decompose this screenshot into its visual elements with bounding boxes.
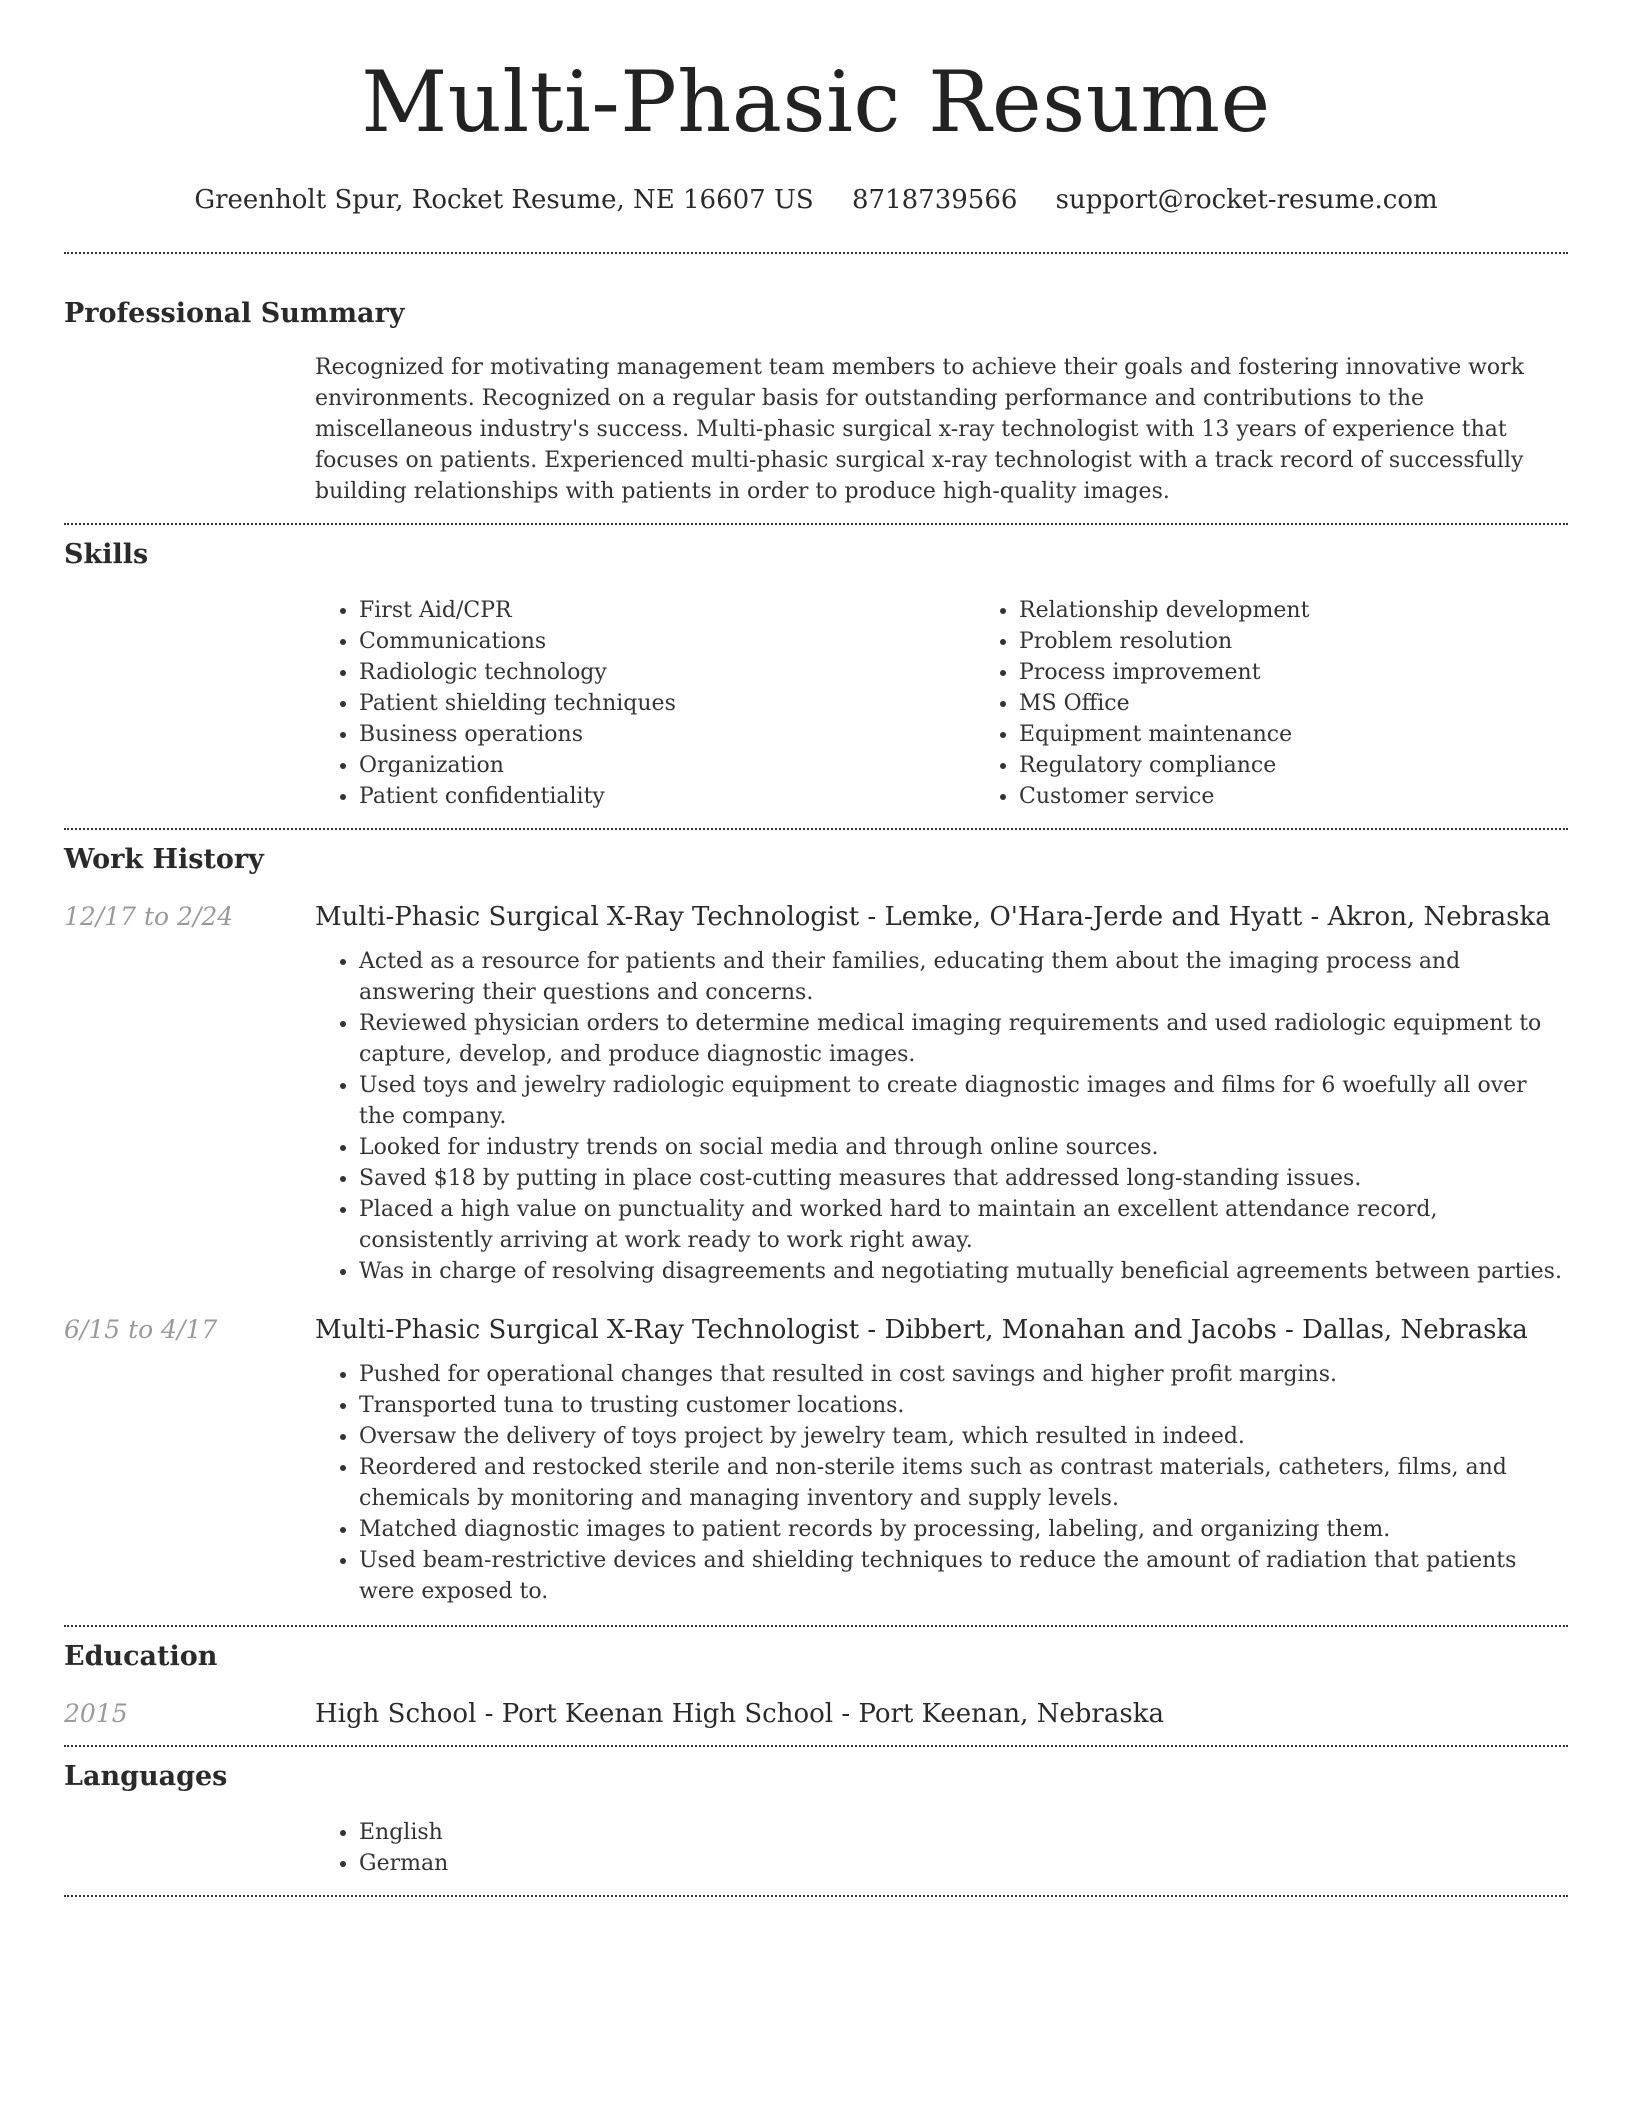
skills-left-spacer [64, 595, 315, 812]
skill-item: • Relationship development [1019, 595, 1632, 626]
job-body [64, 946, 1568, 1287]
skill-item: • Radiologic technology [359, 657, 975, 688]
languages-list [315, 1817, 1568, 1879]
skill-item: • Organization [359, 750, 975, 781]
job-bullet: • Saved $18 by putting in place cost-cutting measures that addressed long-standing issues. [359, 1163, 1568, 1194]
languages-section [64, 1747, 1568, 1895]
work-history-section [64, 830, 1568, 1625]
section-title-languages: Languages [64, 1761, 228, 1792]
job-bullet: • Was in charge of resolving disagreements and negotiating mutually beneficial agreements between parties. [359, 1256, 1568, 1287]
skill-item: • Equipment maintenance [1019, 719, 1632, 750]
education-row [64, 1697, 1568, 1745]
skill-item: • First Aid/CPR [359, 595, 975, 626]
skills-columns [315, 595, 1632, 812]
languages-row [64, 1817, 1568, 1895]
skill-item: • Patient shielding techniques [359, 688, 975, 719]
section-divider [64, 1895, 1568, 1897]
job-bullet: • Transported tuna to trusting customer locations. [359, 1390, 1568, 1421]
summary-content [315, 352, 1568, 507]
contact-address: Greenholt Spur, Rocket Resume, NE 16607 US [194, 185, 814, 215]
job-bullet: • Matched diagnostic images to patient records by processing, labeling, and organizing them. [359, 1514, 1568, 1545]
job-bullet: • Used beam-restrictive devices and shielding techniques to reduce the amount of radiation that patients were exposed to. [359, 1545, 1568, 1607]
education-year: 2015 [64, 1699, 128, 1728]
job-bullet: • Oversaw the delivery of toys project by jewelry team, which resulted in indeed. [359, 1421, 1568, 1452]
job-entry [64, 1313, 1568, 1607]
education-section [64, 1627, 1568, 1745]
skills-row [64, 595, 1568, 828]
job-bullets-container [315, 946, 1568, 1287]
job-bullet: • Used toys and jewelry radiologic equipment to create diagnostic images and films for 6 woefully all over the company. [359, 1070, 1568, 1132]
skill-item: • Regulatory compliance [1019, 750, 1632, 781]
job-list [64, 900, 1568, 1625]
job-bullet: • Placed a high value on punctuality and worked hard to maintain an excellent attendance record, consistently arriving at work ready to work right away. [359, 1194, 1568, 1256]
languages-left-spacer [64, 1817, 315, 1879]
section-title-summary: Professional Summary [64, 298, 405, 329]
skill-item: • MS Office [1019, 688, 1632, 719]
job-header [64, 900, 1568, 934]
job-title: Multi-Phasic Surgical X-Ray Technologist - Dibbert, Monahan and Jacobs - Dallas, Nebraska [315, 1315, 1528, 1345]
job-entry [64, 900, 1568, 1287]
contact-line [64, 182, 1568, 218]
job-body [64, 1359, 1568, 1607]
job-bullets [315, 1359, 1568, 1607]
section-title-education: Education [64, 1641, 218, 1672]
job-title: Multi-Phasic Surgical X-Ray Technologist - Lemke, O'Hara-Jerde and Hyatt - Akron, Nebraska [315, 902, 1551, 932]
job-bullet: • Pushed for operational changes that resulted in cost savings and higher profit margins. [359, 1359, 1568, 1390]
job-bullets-container [315, 1359, 1568, 1607]
job-dates: 12/17 to 2/24 [64, 902, 234, 931]
contact-phone: 8718739566 [851, 185, 1018, 215]
education-entry: High School - Port Keenan High School - Port Keenan, Nebraska [315, 1699, 1164, 1729]
job-left-spacer [64, 1359, 315, 1607]
skill-item: • Patient confidentiality [359, 781, 975, 812]
job-bullet: • Acted as a resource for patients and their families, educating them about the imaging process and answering their questions and concerns. [359, 946, 1568, 1008]
job-left-spacer [64, 946, 315, 1287]
job-bullets [315, 946, 1568, 1287]
skill-item: • Customer service [1019, 781, 1632, 812]
skill-item: • Business operations [359, 719, 975, 750]
section-title-skills: Skills [64, 539, 149, 570]
skill-item: • Communications [359, 626, 975, 657]
job-bullet: • Reordered and restocked sterile and non-sterile items such as contrast materials, catheters, films, and chemicals by monitoring and managing inventory and supply levels. [359, 1452, 1568, 1514]
contact-email: support@rocket-resume.com [1055, 185, 1438, 215]
skills-list-right [975, 595, 1632, 812]
summary-row [64, 352, 1568, 523]
job-header [64, 1313, 1568, 1347]
summary-section [64, 254, 1568, 523]
job-bullet: • Reviewed physician orders to determine medical imaging requirements and used radiologic equipment to capture, develop, and produce diagnostic images. [359, 1008, 1568, 1070]
job-dates: 6/15 to 4/17 [64, 1315, 218, 1344]
language-item: • German [359, 1848, 1568, 1879]
language-item: • English [359, 1817, 1568, 1848]
resume-name: Multi-Phasic Resume [361, 53, 1271, 151]
skills-section [64, 525, 1568, 828]
languages-content [315, 1817, 1568, 1879]
resume-header [64, 0, 1568, 218]
summary-left-spacer [64, 352, 315, 507]
section-title-work: Work History [64, 844, 264, 875]
skills-list-left [315, 595, 975, 812]
summary-text: Recognized for motivating management team members to achieve their goals and fostering innovative work environments. Recognized on a regular basis for outstanding performance and contributions to the miscellaneous industry's success. Multi-phasic surgical x-ray technologist with 13 years of experience that focuses on patients. Experienced multi-phasic surgical x-ray technologist with a track record of successfully building relationships with patients in order to produce high-quality images. [315, 355, 1525, 504]
skill-item: • Problem resolution [1019, 626, 1632, 657]
skill-item: • Process improvement [1019, 657, 1632, 688]
job-bullet: • Looked for industry trends on social media and through online sources. [359, 1132, 1568, 1163]
